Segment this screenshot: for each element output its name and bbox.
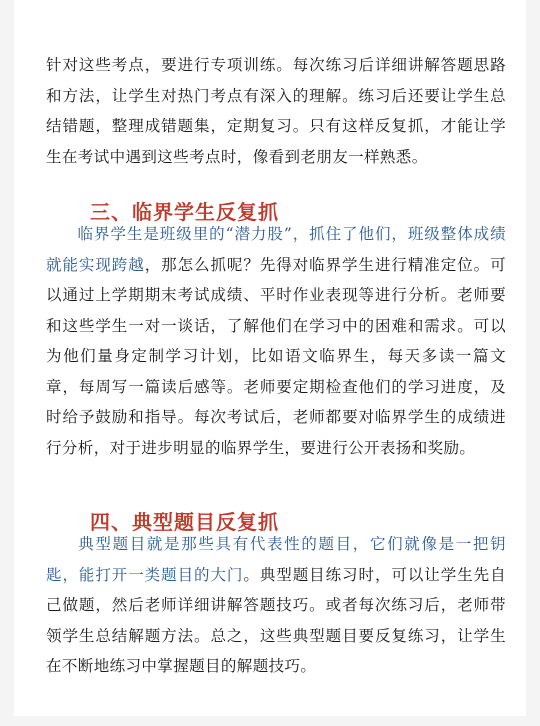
section-4-highlight: 典型题目就是那些具有代表性的题目，它们就像是一把钥匙，能打开一类题目的大门: [46, 535, 506, 584]
section-4-body: 。典型题目练习时，可以让学生先自己做题，然后老师详细讲解答题技巧。或者每次练习后，老师带领学生总结解题方法。总之，这些典型题目要反复练习，让学生在不断地练习中掌握题目的解题技巧。: [46, 565, 506, 675]
paragraph-section-3: [46, 219, 506, 463]
paragraph-intro-text: 针对这些考点，要进行专项训练。每次练习后详细讲解答题思路和方法，让学生对热门考点有深入的理解。练习后还要让学生总结错题，整理成错题集，定期复习。只有这样反复抓，才能让学生在考试中遇到这些考点时，像看到老朋友一样熟悉。: [46, 56, 506, 166]
paragraph-intro: [46, 50, 506, 172]
section-3-highlight: 临界学生是班级里的“潜力股”，抓住了他们，班级整体成绩就能实现跨越: [46, 225, 506, 274]
section-heading-4: 四、典型题目反复抓: [90, 510, 279, 534]
section-3-body: ，那怎么抓呢？先得对临界学生进行精准定位。可以通过上学期期末考试成绩、平时作业表现等进行分析。老师要和这些学生一对一谈话，了解他们在学习中的困难和需求。可以为他们量身定制学习计划，比如语文临界生，每天多读一篇文章，每周写一篇读后感等。老师要定期检查他们的学习进度，及时给予鼓励和指导。每次考试后，老师都要对临界学生的成绩进行分析，对于进步明显的临界学生，要进行公开表扬和奖励。: [46, 255, 506, 457]
paragraph-section-4: [46, 529, 506, 682]
section-heading-3: 三、临界学生反复抓: [90, 200, 279, 224]
watermark: [464, 702, 534, 724]
